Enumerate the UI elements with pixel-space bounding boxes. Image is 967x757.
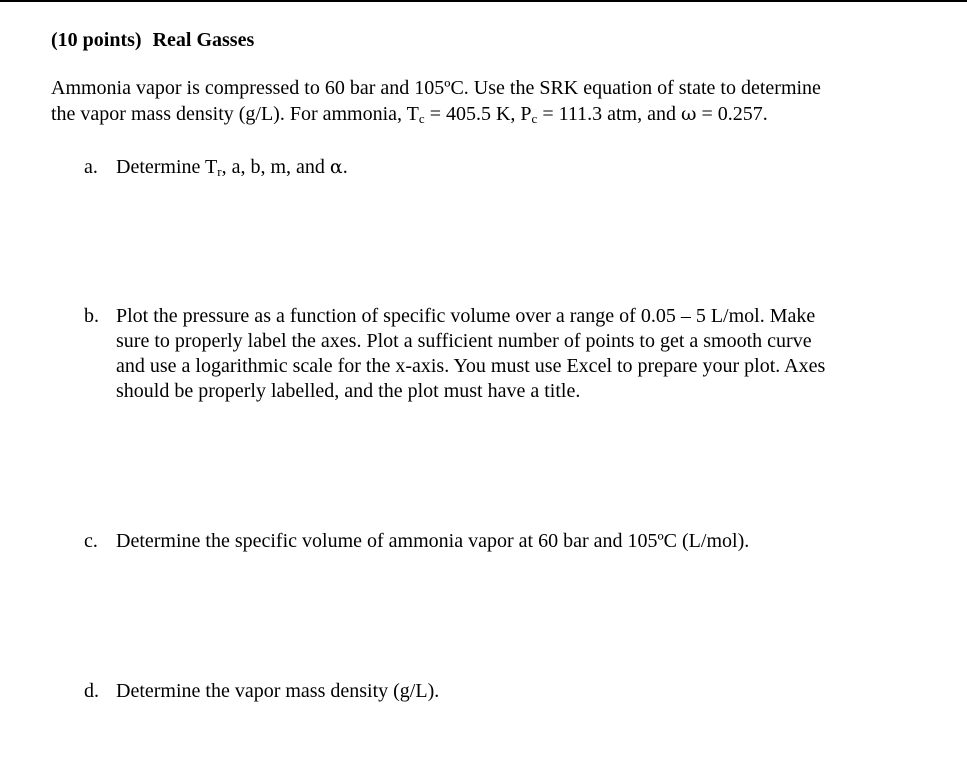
part-c-marker: c. (84, 530, 98, 552)
top-border-rule (0, 0, 967, 2)
part-a-marker: a. (84, 156, 98, 178)
alpha-symbol: α (329, 156, 343, 178)
tc-subscript: c (418, 111, 425, 126)
part-d-marker: d. (84, 680, 99, 702)
part-c-text: Determine the specific volume of ammonia vapor at 60 bar and 105ºC (L/mol). (116, 530, 750, 552)
part-b-line: and use a logarithmic scale for the x-axis. You must use Excel to prepare your plot. Axes (116, 355, 826, 377)
tr-subscript: r (217, 164, 222, 179)
part-a-text: Determine $T_r$, a, b, m, and α. (116, 156, 348, 179)
part-b-text (116, 304, 916, 404)
problem-statement (51, 75, 931, 127)
part-b-marker: b. (84, 305, 99, 327)
statement-line-1: Ammonia vapor is compressed to 60 bar and 105ºC. Use the SRK equation of state to determine (51, 77, 821, 99)
problem-points: (10 points) (51, 29, 142, 51)
part-b-line: should be properly labelled, and the plot must have a title. (116, 380, 581, 402)
pc-subscript: c (531, 111, 538, 126)
part-d-text: Determine the vapor mass density (g/L). (116, 680, 440, 702)
problem-name: Real Gasses (152, 29, 255, 51)
omega-symbol: ω (681, 103, 697, 125)
statement-line-2: the vapor mass density (g/L). For ammonia, $T_c = 405.5$ K, $P_c = 111.3$ atm, and ω = 0.257. (51, 103, 768, 126)
part-b-line: sure to properly label the axes. Plot a sufficient number of points to get a smooth curve (116, 330, 812, 352)
problem-title (51, 27, 254, 53)
part-b-line: Plot the pressure as a function of specific volume over a range of 0.05 – 5 L/mol. Make (116, 305, 816, 327)
